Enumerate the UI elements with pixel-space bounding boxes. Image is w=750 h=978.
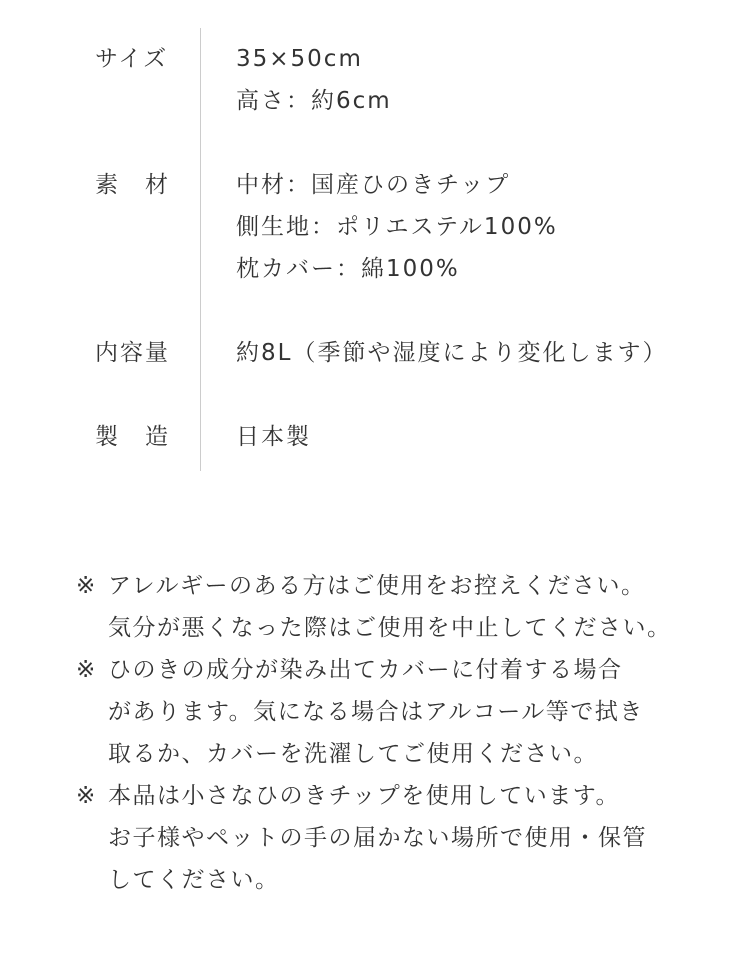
spec-table	[0, 0, 750, 480]
note-line: 本品は小さなひのきチップを使用しています。	[108, 783, 620, 809]
spec-label-material: 素 材	[95, 172, 170, 198]
note-line: アレルギーのある方はご使用をお控えください。	[108, 573, 646, 599]
spec-value-material-fabric: 側生地：ポリエステル100%	[236, 214, 558, 240]
note-mark: ※	[76, 657, 97, 683]
spec-value-size-dimensions: 35×50cm	[236, 46, 363, 72]
note-line: があります。気になる場合はアルコール等で拭き	[108, 699, 644, 725]
spec-label-capacity: 内容量	[95, 340, 170, 366]
note-line: ひのきの成分が染み出てカバーに付着する場合	[108, 657, 623, 683]
spec-value-material-cover: 枕カバー：綿100%	[236, 256, 460, 282]
note-line: お子様やペットの手の届かない場所で使用・保管	[108, 825, 647, 851]
note-small-parts	[76, 775, 676, 901]
vertical-divider	[200, 28, 201, 471]
note-allergy	[76, 565, 676, 649]
spec-value-material-filling: 中材：国産ひのきチップ	[236, 172, 511, 198]
spec-label-manufacture: 製 造	[95, 424, 170, 450]
spec-label-size: サイズ	[95, 46, 169, 72]
note-line: してください。	[108, 867, 280, 893]
spec-value-size-height: 高さ：約6cm	[236, 88, 392, 114]
note-mark: ※	[76, 783, 97, 809]
note-line: 取るか、カバーを洗濯してご使用ください。	[108, 741, 598, 767]
spec-value-manufacture: 日本製	[236, 424, 311, 450]
note-staining	[76, 649, 676, 775]
note-line: 気分が悪くなった際はご使用を中止してください。	[108, 615, 672, 641]
notes-section	[76, 565, 676, 901]
note-mark: ※	[76, 573, 97, 599]
spec-value-capacity: 約8L（季節や湿度により変化します）	[236, 340, 668, 366]
